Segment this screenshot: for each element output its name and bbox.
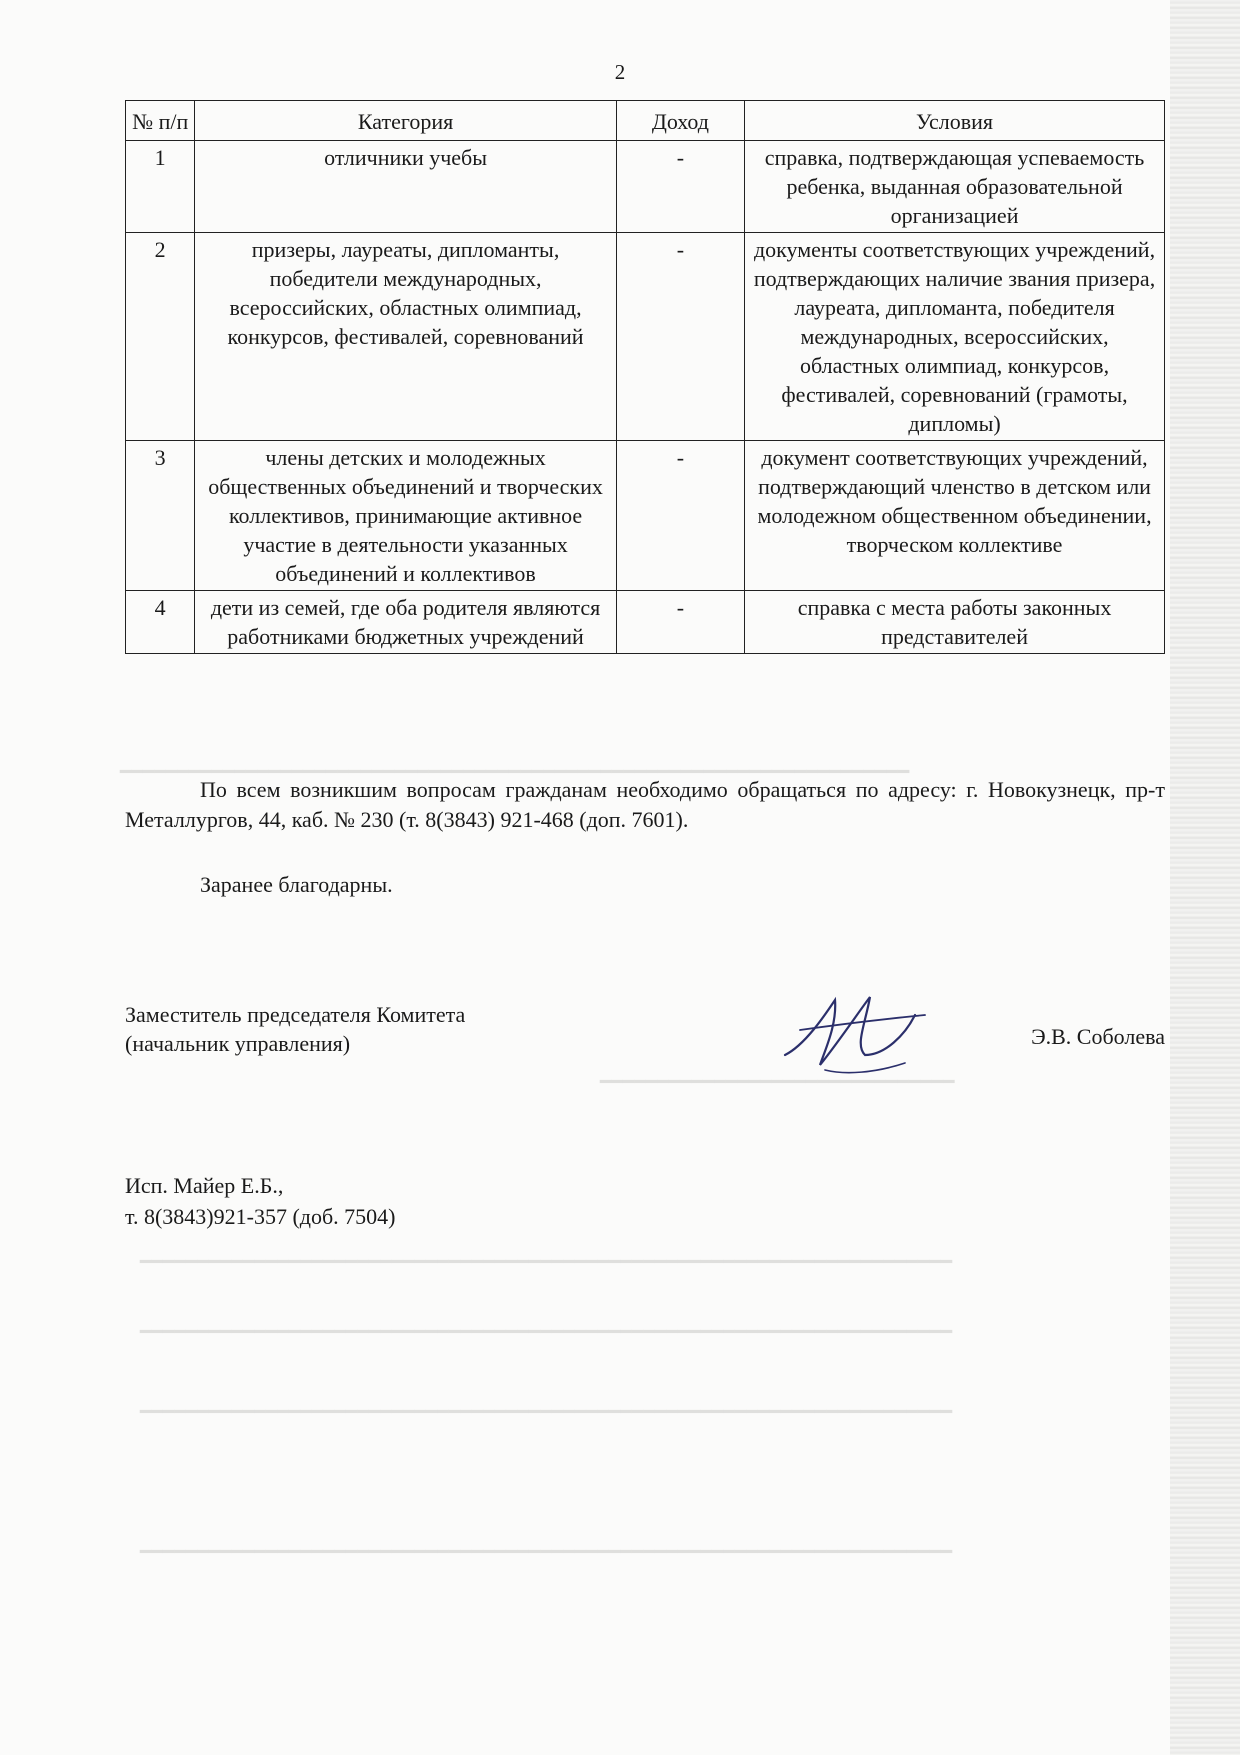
executor-block [125,1170,395,1232]
table-header-row [126,101,1165,141]
header-number: № п/п [126,101,195,141]
header-conditions: Условия [745,101,1165,141]
show-through-line: ━━━━━━━━━━━━━━━━━━━━━━━━━━━━━━━━━━━━━━━━━━━━━━━━━━━━━━━━━━━━━━━━━━━━━━━ [140,1542,953,1563]
signatory-position: Заместитель председателя Комитета [125,1002,466,1027]
executor-name: Исп. Майер Е.Б., [125,1173,284,1198]
show-through-line: ━━━━━━━━━━━━━━━━━━━━━━━━━━━━━━━━━━━━━━━━━━━━━━━━━━━━━━━━━━━━━━━━━━━━━━━ [140,1252,953,1273]
row-category: дети из семей, где оба родителя являются работниками бюджетных учреждений [195,591,616,654]
executor-phone: т. 8(3843)921-357 (доб. 7504) [125,1204,396,1229]
page-number: 2 [614,60,626,84]
row-conditions: документы соответствующих учреждений, подтверждающих наличие звания призера, лауреата, дипломанта, победителя международных, всероссийских, областных олимпиад, конкурсов, фестивалей, соревнований (грамоты, дипломы) [745,233,1165,441]
row-number: 1 [126,141,195,233]
show-through-line: ━━━━━━━━━━━━━━━━━━━━━━━━━━━━━━━━━━━━━━━━━━━━━━━━━━━━━━━━━━━━━━━━━━━━━━━ [140,1402,953,1423]
table-row [126,441,1165,591]
row-number: 4 [126,591,195,654]
row-income: - [616,441,744,591]
row-category: отличники учебы [195,141,616,233]
row-conditions: справка с места работы законных представителей [745,591,1165,654]
categories-table [125,100,1165,654]
row-income: - [616,233,744,441]
row-conditions: справка, подтверждающая успеваемость ребенка, выданная образовательной организацией [745,141,1165,233]
row-category: члены детских и молодежных общественных объединений и творческих коллективов, принимающие активное участие в деятельности указанных объединений и коллективов [195,441,616,591]
table-row [126,591,1165,654]
row-category: призеры, лауреаты, дипломанты, победители международных, всероссийских, областных олимпиад, конкурсов, фестивалей, соревнований [195,233,616,441]
signature-block [125,1000,1165,1058]
row-number: 2 [126,233,195,441]
signatory-position-note: (начальник управления) [125,1031,351,1056]
row-income: - [616,141,744,233]
header-income: Доход [616,101,744,141]
table-row [126,233,1165,441]
table-row [126,141,1165,233]
handwritten-signature [765,985,935,1087]
header-category: Категория [195,101,616,141]
show-through-line: ━━━━━━━━━━━━━━━━━━━━━━━━━━━━━━━━━━━━━━━━━━━━━━━━━━━━━━━━━━━━━━━━━━━━━━━ [140,1322,953,1343]
thanks-line: Заранее благодарны. [200,872,393,897]
row-income: - [616,591,744,654]
signatory-name: Э.В. Соболева [1031,1024,1165,1049]
contact-paragraph: По всем возникшим вопросам гражданам необходимо обращаться по адресу: г. Новокузнецк, пр-т Металлургов, 44, каб. № 230 (т. 8(3843) 921-468 (доп. 7601). [125,777,1165,832]
row-number: 3 [126,441,195,591]
scan-edge-artifact [1170,0,1240,1755]
show-through-line: ━━━━━━━━━━━━━━━━━━━━━━━━━━━━━━━━━━━━━━━━━━━━━━━━━━━━━━━━━━━━━━━━━━━━━ [120,762,910,783]
show-through-line: ━━━━━━━━━━━━━━━━━━━━━━━━━━━━━━━ [600,1072,955,1093]
row-conditions: документ соответствующих учреждений, подтверждающий членство в детском или молодежном общественном объединении, творческом коллективе [745,441,1165,591]
